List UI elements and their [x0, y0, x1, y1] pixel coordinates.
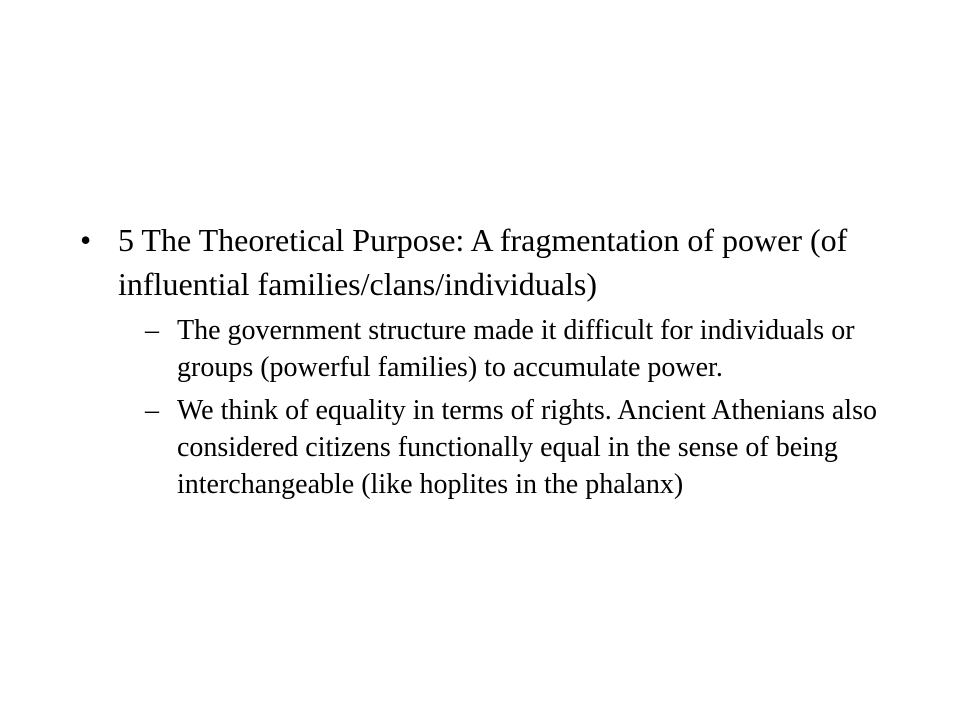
- dash-marker: –: [145, 395, 159, 426]
- bullet-main: [80, 218, 880, 306]
- sub-bullet-equality: [145, 392, 880, 503]
- dash-marker: –: [145, 315, 159, 346]
- bullet-dot-marker: •: [80, 222, 92, 258]
- sub-bullet-text: We think of equality in terms of rights. Ancient Athenians also considered citizens functionally equal in the sense of being interchangeable (like hoplites in the phalanx): [177, 395, 877, 500]
- slide-body: [80, 218, 880, 509]
- sub-bullet-government-structure: [145, 312, 880, 386]
- bullet-main-text: 5 The Theoretical Purpose: A fragmentation of power (of influential families/clans/individuals): [118, 222, 848, 302]
- sub-bullet-text: The government structure made it difficult for individuals or groups (powerful families) to accumulate power.: [177, 315, 855, 383]
